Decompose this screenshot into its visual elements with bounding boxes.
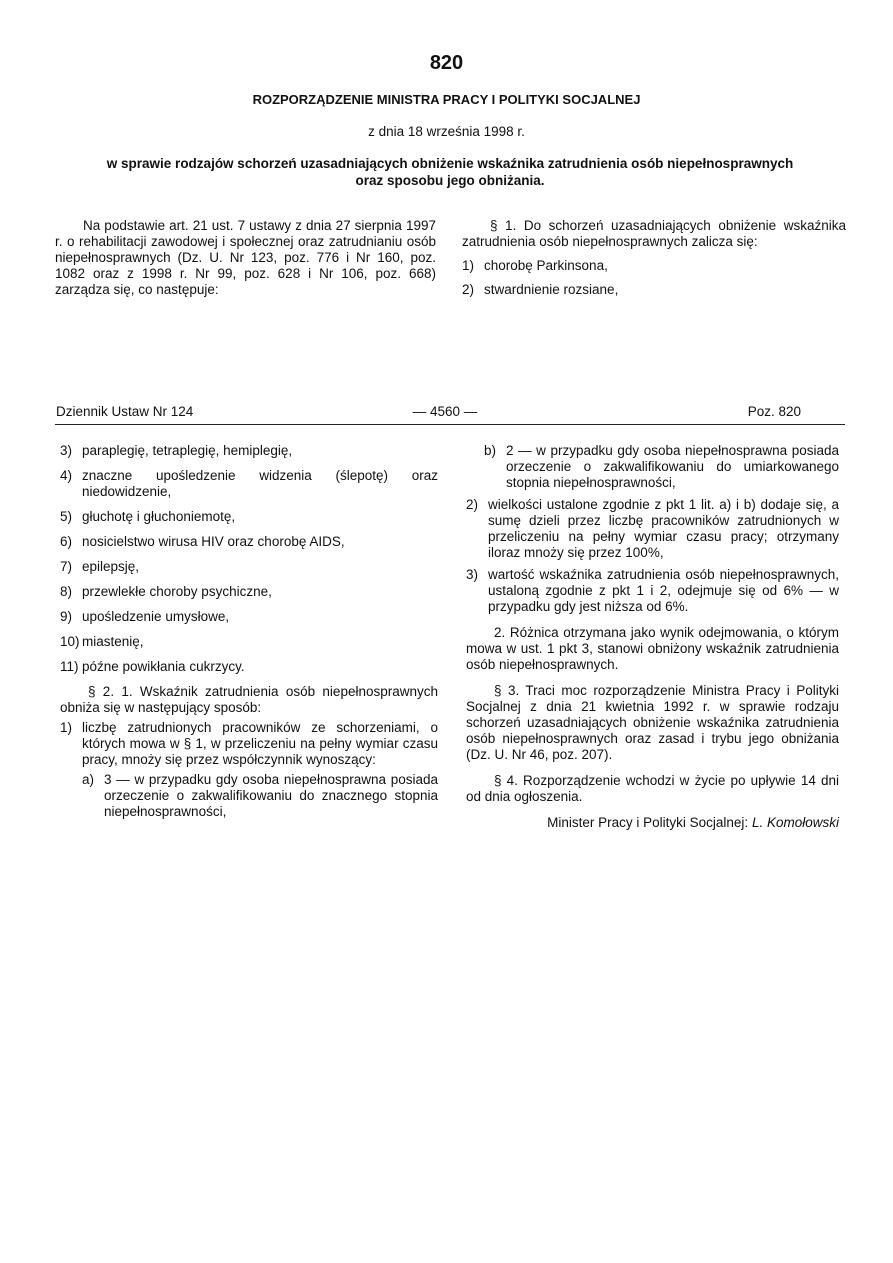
list-item-label: 2): [466, 497, 479, 512]
list-subitem: [82, 772, 438, 820]
list-item: [60, 443, 438, 459]
section2-intro: § 2. 1. Wskaźnik zatrudnienia osób niepełnosprawnych obniża się w następujący sposób:: [60, 684, 438, 715]
list-item-label: 1): [462, 258, 475, 273]
signature-name: L. Komołowski: [751, 815, 839, 830]
list-item-label: 3): [466, 567, 479, 582]
list-item-text: 2 — w przypadku gdy osoba niepełnosprawna posiada orzeczenie o zakwalifikowaniu do umiarkowanego stopnia niepełnosprawności,: [506, 443, 839, 490]
list-item-label: 9): [60, 609, 73, 624]
subject-line-2: oraz sposobu jego obniżania.: [355, 173, 545, 188]
section1-intro: § 1. Do schorzeń uzasadniających obniżenie wskaźnika zatrudnienia osób niepełnosprawnych zalicza się:: [462, 218, 846, 249]
list-item: [462, 282, 846, 298]
list-item-text: 3 — w przypadku gdy osoba niepełnosprawna posiada orzeczenie o zakwalifikowaniu do znacznego stopnia niepełnosprawności,: [104, 772, 438, 819]
list-item-text: przewlekłe choroby psychiczne,: [82, 584, 272, 599]
page2-left-column: [60, 443, 438, 820]
list-item-label: 10): [60, 634, 80, 649]
list-item-label: 1): [60, 720, 73, 735]
list-item: [60, 468, 438, 500]
act-number: 820: [429, 52, 464, 74]
list-item: [60, 720, 438, 768]
list-item-label: 8): [60, 584, 73, 599]
list-item: [60, 509, 438, 525]
list-item-text: głuchotę i głuchoniemotę,: [82, 509, 236, 524]
list-item: [462, 258, 846, 274]
list-item-label: 11): [60, 659, 79, 674]
signature: [466, 815, 839, 831]
list-item-label: 4): [60, 468, 73, 483]
list-subitem: [484, 443, 839, 491]
preamble: Na podstawie art. 21 ust. 7 ustawy z dnia 27 sierpnia 1997 r. o rehabilitacji zawodowej i społecznej oraz zatrudnianiu osób niepełnosprawnych (Dz. U. Nr 123, poz. 776 i Nr 160, poz. 1082 oraz z 1998 r. Nr 99, poz. 628 i Nr 106, poz. 668) zarządza się, co następuje:: [55, 218, 436, 297]
list-item-text: nosicielstwo wirusa HIV oraz chorobę AIDS,: [82, 534, 345, 549]
list-item: [60, 559, 438, 575]
list-item-label: 5): [60, 509, 73, 524]
list-item-text: wartość wskaźnika zatrudnienia osób niepełnosprawnych, ustaloną zgodnie z pkt 1 i 2, odejmuje się od 6% — w przypadku gdy jest niższa od 6%.: [488, 567, 839, 614]
list-item: [60, 634, 438, 650]
list-item-text: miastenię,: [82, 634, 144, 649]
page1-right-column: [462, 218, 846, 298]
list-item: [60, 659, 438, 675]
list-item-label: 7): [60, 559, 73, 574]
act-title: ROZPORZĄDZENIE MINISTRA PRACY I POLITYKI SOCJALNEJ: [252, 92, 641, 107]
list-item-label: 3): [60, 443, 73, 458]
list-item-text: liczbę zatrudnionych pracowników ze schorzeniami, o których mowa w § 1, w przeliczeniu na pełny wymiar czasu pracy, mnoży się przez współczynnik wynoszący:: [82, 720, 438, 767]
list-item-label: 6): [60, 534, 73, 549]
section3: § 3. Traci moc rozporządzenie Ministra Pracy i Polityki Socjalnej z dnia 21 kwietnia 1992 r. w sprawie rodzaju schorzeń uzasadniających obniżenie wskaźnika zatrudnienia osób niepełnosprawnych oraz zasad i trybu jego obniżania (Dz. U. Nr 46, poz. 207).: [466, 683, 839, 762]
list-item: [466, 567, 839, 615]
position-number: Poz. 820: [747, 404, 801, 419]
list-item-text: chorobę Parkinsona,: [484, 258, 608, 273]
page-number: — 4560 —: [412, 404, 478, 419]
signature-role: Minister Pracy i Polityki Socjalnej:: [547, 815, 749, 830]
list-item-label: a): [82, 772, 95, 787]
list-item: [60, 584, 438, 600]
list-item-label: 2): [462, 282, 475, 297]
act-subject: [50, 155, 850, 189]
list-item-text: wielkości ustalone zgodnie z pkt 1 lit. a) i b) dodaje się, a sumę dzieli przez liczbę pracowników zatrudnionych w przeliczeniu na pełny wymiar czasu pracy; otrzymany iloraz mnoży się przez 100%,: [488, 497, 839, 560]
page1-left-column: [55, 218, 436, 298]
subject-line-1: w sprawie rodzajów schorzeń uzasadniających obniżenie wskaźnika zatrudnienia osób niepełnosprawnych: [106, 156, 794, 171]
act-date: z dnia 18 września 1998 r.: [368, 124, 525, 139]
list-item-text: upośledzenie umysłowe,: [82, 609, 230, 624]
journal-name: Dziennik Ustaw Nr 124: [56, 404, 194, 419]
section4: § 4. Rozporządzenie wchodzi w życie po upływie 14 dni od dnia ogłoszenia.: [466, 773, 839, 804]
list-item-text: stwardnienie rozsiane,: [484, 282, 619, 297]
list-item-text: znaczne upośledzenie widzenia (ślepotę) oraz niedowidzenie,: [82, 468, 438, 499]
page2-right-column: [466, 443, 839, 831]
list-item: [60, 609, 438, 625]
list-item-label: b): [484, 443, 497, 458]
header-rule: [55, 424, 845, 425]
list-item-text: paraplegię, tetraplegię, hemiplegię,: [82, 443, 293, 458]
list-item: [466, 497, 839, 561]
section2-para2: 2. Różnica otrzymana jako wynik odejmowania, o którym mowa w ust. 1 pkt 3, stanowi obniżony wskaźnik zatrudnienia osób niepełnosprawnych.: [466, 625, 839, 672]
list-item-text: epilepsję,: [82, 559, 140, 574]
list-item-text: późne powikłania cukrzycy.: [82, 659, 245, 674]
list-item: [60, 534, 438, 550]
